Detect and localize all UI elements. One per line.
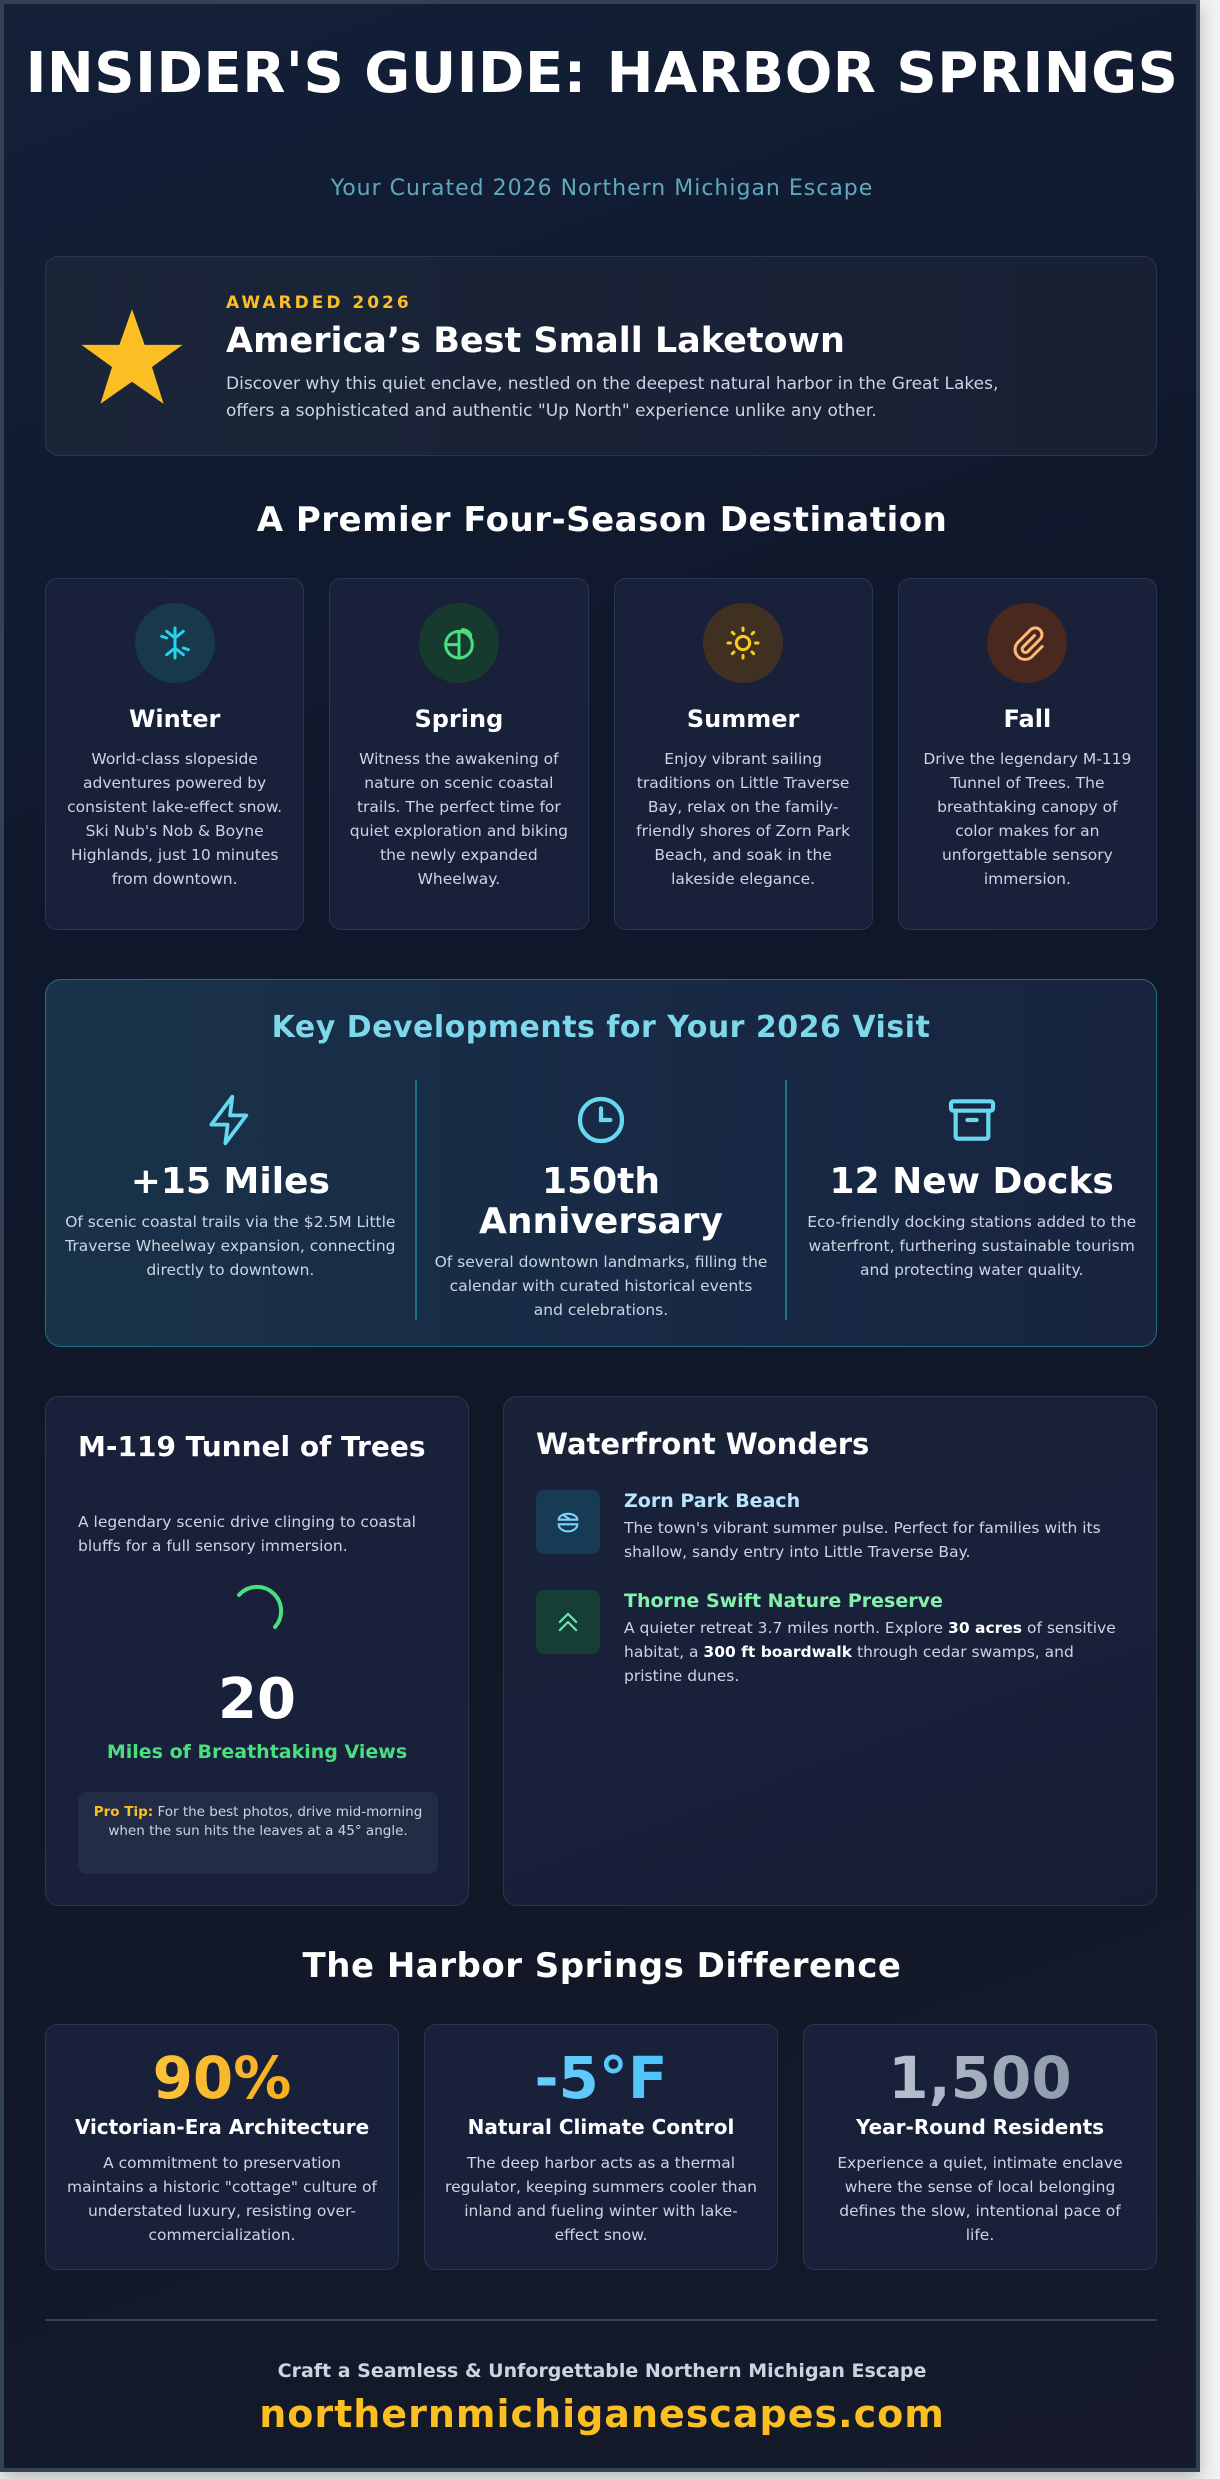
- season-name: Winter: [128, 705, 221, 733]
- footer-divider: [45, 2319, 1157, 2321]
- page-title: INSIDER'S GUIDE: HARBOR SPRINGS: [25, 41, 1179, 106]
- lightning-icon: [46, 1092, 415, 1148]
- waterfront-item-name: Zorn Park Beach: [624, 1490, 801, 1512]
- season-card-spring: [329, 578, 588, 930]
- development-item: [46, 1080, 415, 1320]
- development-text: Of several downtown landmarks, filling the calendar with curated historical events and celebrations.: [434, 1253, 768, 1319]
- difference-grid: [45, 2024, 1157, 2270]
- tunnel-title: M-119 Tunnel of Trees: [78, 1430, 426, 1463]
- snowflake-icon: [135, 603, 215, 683]
- footer-tagline: Craft a Seamless & Unforgettable Northern Michigan Escape: [277, 2360, 927, 2382]
- award-description: Discover why this quiet enclave, nestled on the deepest natural harbor in the Great Lakes, offers a sophisticated and authentic "Up North" experience unlike any other.: [226, 374, 999, 421]
- page-subtitle: Your Curated 2026 Northern Michigan Escape: [330, 176, 874, 201]
- difference-text: A commitment to preservation maintains a historic "cottage" culture of understated luxury, resisting over-commercialization.: [67, 2154, 377, 2244]
- developments-title: Key Developments for Your 2026 Visit: [271, 1010, 931, 1045]
- difference-value: 1,500: [804, 2045, 1156, 2111]
- pro-tip-label: Pro Tip:: [93, 1804, 154, 1820]
- award-kicker: AWARDED 2026: [226, 293, 412, 313]
- development-value: +15 Miles: [130, 1161, 330, 1202]
- waterfront-card: [503, 1396, 1157, 1906]
- development-value: 12 New Docks: [829, 1161, 1114, 1202]
- season-text: Enjoy vibrant sailing traditions on Little Traverse Bay, relax on the family-friendly shores of Zorn Park Beach, and soak in the lakeside elegance.: [636, 750, 851, 888]
- difference-value: 90%: [46, 2045, 398, 2111]
- beach-ball-icon: [536, 1490, 600, 1554]
- difference-name: Natural Climate Control: [467, 2115, 735, 2139]
- pro-tip: [78, 1792, 438, 1874]
- difference-text: The deep harbor acts as a thermal regulator, keeping summers cooler than inland and fueling winter with lake-effect snow.: [445, 2154, 757, 2244]
- season-text: World-class slopeside adventures powered by consistent lake-effect snow. Ski Nub's Nob & Boyne Highlands, just 10 minutes from downtown.: [67, 750, 283, 888]
- development-text: Of scenic coastal trails via the $2.5M Little Traverse Wheelway expansion, connecting directly to downtown.: [65, 1213, 396, 1279]
- difference-card: [45, 2024, 399, 2270]
- tunnel-stat-value: 20: [218, 1667, 296, 1732]
- difference-text: Experience a quiet, intimate enclave where the sense of local belonging defines the slow, intentional pace of life.: [837, 2154, 1123, 2244]
- tunnel-card: [45, 1396, 469, 1906]
- difference-name: Year-Round Residents: [855, 2115, 1105, 2139]
- leaf-globe-icon: [419, 603, 499, 683]
- season-text: Drive the legendary M-119 Tunnel of Trees. The breathtaking canopy of color makes for an unforgettable sensory immersion.: [923, 750, 1132, 888]
- waterfront-item-name: Thorne Swift Nature Preserve: [624, 1590, 943, 1612]
- paperclip-icon: [987, 603, 1067, 683]
- award-title: America’s Best Small Laketown: [226, 321, 845, 361]
- footer-url-link[interactable]: northernmichiganescapes.com: [259, 2392, 945, 2436]
- archive-box-icon: [787, 1092, 1156, 1148]
- difference-card: [803, 2024, 1157, 2270]
- season-name: Spring: [414, 705, 504, 733]
- difference-name: Victorian-Era Architecture: [74, 2115, 370, 2139]
- award-card: [45, 256, 1157, 456]
- feature-row: [45, 1396, 1157, 1906]
- progress-arc-icon: [229, 1579, 289, 1639]
- season-card-fall: [898, 578, 1157, 930]
- season-name: Fall: [1003, 705, 1052, 733]
- developments-panel: [45, 979, 1157, 1347]
- development-value: 150th Anniversary: [478, 1161, 724, 1242]
- waterfront-item-text: A quieter retreat 3.7 miles north. Explore 30 acres of sensitive habitat, a 300 ft boardwalk through cedar swamps, and pristine dunes.: [624, 1619, 1116, 1685]
- star-icon: [76, 307, 188, 407]
- season-card-summer: [614, 578, 873, 930]
- seasons-grid: [45, 578, 1157, 930]
- season-card-winter: [45, 578, 304, 930]
- waterfront-item-text: The town's vibrant summer pulse. Perfect for families with its shallow, sandy entry into Little Traverse Bay.: [624, 1519, 1101, 1561]
- season-name: Summer: [686, 705, 800, 733]
- difference-section-title: The Harbor Springs Difference: [302, 1946, 902, 1986]
- tunnel-stat-label: Miles of Breathtaking Views: [106, 1741, 408, 1763]
- development-item: [785, 1080, 1156, 1320]
- difference-card: [424, 2024, 778, 2270]
- season-text: Witness the awakening of nature on scenic coastal trails. The perfect time for quiet exploration and biking the newly expanded Wheelway.: [349, 750, 568, 888]
- waterfront-title: Waterfront Wonders: [536, 1427, 870, 1461]
- sun-icon: [703, 603, 783, 683]
- development-item: [415, 1080, 786, 1320]
- pro-tip-text: For the best photos, drive mid-morning when the sun hits the leaves at a 45° angle.: [108, 1804, 423, 1839]
- development-text: Eco-friendly docking stations added to the waterfront, furthering sustainable tourism and protecting water quality.: [807, 1213, 1137, 1279]
- clock-icon: [417, 1092, 786, 1148]
- seasons-section-title: A Premier Four-Season Destination: [256, 500, 948, 540]
- tunnel-subtitle: A legendary scenic drive clinging to coastal bluffs for a full sensory immersion.: [78, 1513, 416, 1555]
- difference-value: -5°F: [425, 2045, 777, 2111]
- double-chevron-up-icon: [536, 1590, 600, 1654]
